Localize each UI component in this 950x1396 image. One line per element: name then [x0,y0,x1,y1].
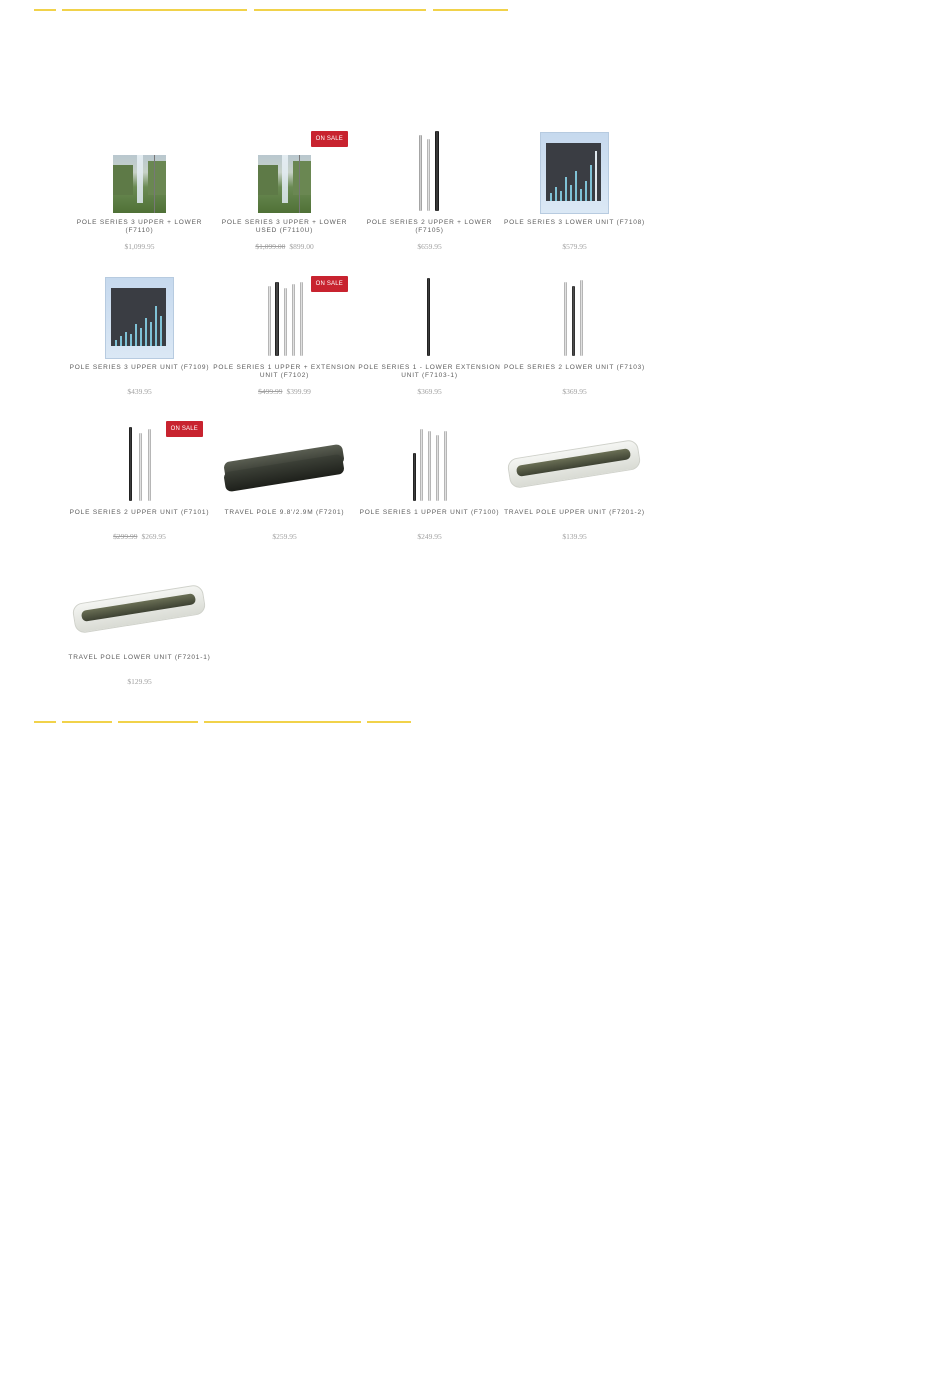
product-card[interactable] [502,415,647,555]
product-price [502,387,647,396]
current-price: $439.95 [127,387,152,396]
product-price [502,242,647,251]
product-card[interactable] [67,270,212,410]
waterfall-photo [258,155,311,213]
current-price: $369.95 [562,387,587,396]
product-name[interactable]: TRAVEL POLE UPPER UNIT (F7201-2) [504,509,645,516]
pole-sections-image [357,415,502,501]
product-price [67,532,212,541]
current-price: $129.95 [127,677,152,686]
product-image[interactable] [357,415,502,501]
product-price [357,242,502,251]
current-price: $1,099.95 [124,242,155,251]
current-price: $579.95 [562,242,587,251]
product-name[interactable]: POLE SERIES 2 UPPER + LOWER (F7105) [366,219,493,234]
sale-price: $399.99 [286,387,311,396]
current-price: $259.95 [272,532,297,541]
bottom-link-2[interactable] [62,712,112,723]
product-name[interactable]: POLE SERIES 1 UPPER + EXTENSION UNIT (F7102) [213,364,356,379]
bottom-link-4[interactable] [204,712,361,723]
on-sale-badge: ON SALE [166,421,203,437]
bottom-link-5[interactable] [367,712,411,723]
bottom-link-3[interactable] [118,712,198,723]
product-name[interactable]: POLE SERIES 2 UPPER UNIT (F7101) [69,509,210,516]
top-link-1[interactable] [34,0,56,11]
product-card[interactable] [502,270,647,410]
current-price: $369.95 [417,387,442,396]
bottom-link-1[interactable] [34,712,56,723]
product-card[interactable] [357,125,502,265]
product-price [212,387,357,396]
product-price [67,677,212,686]
product-card[interactable] [67,415,212,555]
product-name[interactable]: POLE SERIES 3 UPPER + LOWER USED (F7110U) [221,219,348,234]
travel-pole-image [212,415,357,501]
product-name[interactable]: POLE SERIES 2 LOWER UNIT (F7103) [503,364,646,371]
product-card[interactable] [357,270,502,410]
product-card[interactable] [502,125,647,265]
product-card[interactable] [212,415,357,555]
sale-price: $269.95 [141,532,166,541]
product-card[interactable] [212,270,357,410]
current-price: $139.95 [562,532,587,541]
product-image[interactable] [502,270,647,356]
product-image[interactable] [212,125,357,211]
on-sale-badge: ON SALE [311,131,348,147]
chart-graphic [540,132,609,214]
product-card[interactable] [357,415,502,555]
sale-price: $899.00 [289,242,314,251]
single-pole-image [357,270,502,356]
pole-sections-image [357,125,502,211]
product-name[interactable]: POLE SERIES 1 - LOWER EXTENSION UNIT (F7103-1) [358,364,501,379]
product-price [67,242,212,251]
original-price: $299.99 [113,532,138,541]
product-price [67,387,212,396]
product-image[interactable] [212,270,357,356]
original-price: $499.99 [258,387,283,396]
product-name[interactable]: TRAVEL POLE 9.8'/2.9M (F7201) [224,509,345,516]
waterfall-photo [113,155,166,213]
product-price [502,532,647,541]
product-image[interactable] [67,125,212,211]
travel-case-image [502,415,647,501]
product-image[interactable] [502,125,647,211]
product-image[interactable] [357,270,502,356]
product-name[interactable]: POLE SERIES 3 UPPER + LOWER (F7110) [76,219,203,234]
product-image[interactable] [67,560,212,646]
product-name[interactable]: POLE SERIES 1 UPPER UNIT (F7100) [359,509,500,516]
chart-graphic [105,277,174,359]
product-name[interactable]: POLE SERIES 3 LOWER UNIT (F7108) [503,219,646,226]
current-price: $659.95 [417,242,442,251]
product-price [357,387,502,396]
product-card[interactable] [212,125,357,265]
travel-case-image [67,560,212,646]
product-image[interactable] [67,270,212,356]
current-price: $249.95 [417,532,442,541]
product-name[interactable]: POLE SERIES 3 UPPER UNIT (F7109) [69,364,210,371]
pole-sections-image [502,270,647,356]
original-price: $1,099.00 [255,242,286,251]
product-price [357,532,502,541]
top-link-2[interactable] [62,0,247,11]
product-image[interactable] [67,415,212,501]
product-card[interactable] [67,125,212,265]
product-card[interactable] [67,560,212,700]
product-image[interactable] [212,415,357,501]
product-image[interactable] [357,125,502,211]
top-link-4[interactable] [433,0,508,11]
product-image[interactable] [502,415,647,501]
on-sale-badge: ON SALE [311,276,348,292]
product-price [212,532,357,541]
top-link-3[interactable] [254,0,426,11]
product-price [212,242,357,251]
product-name[interactable]: TRAVEL POLE LOWER UNIT (F7201-1) [68,654,211,661]
